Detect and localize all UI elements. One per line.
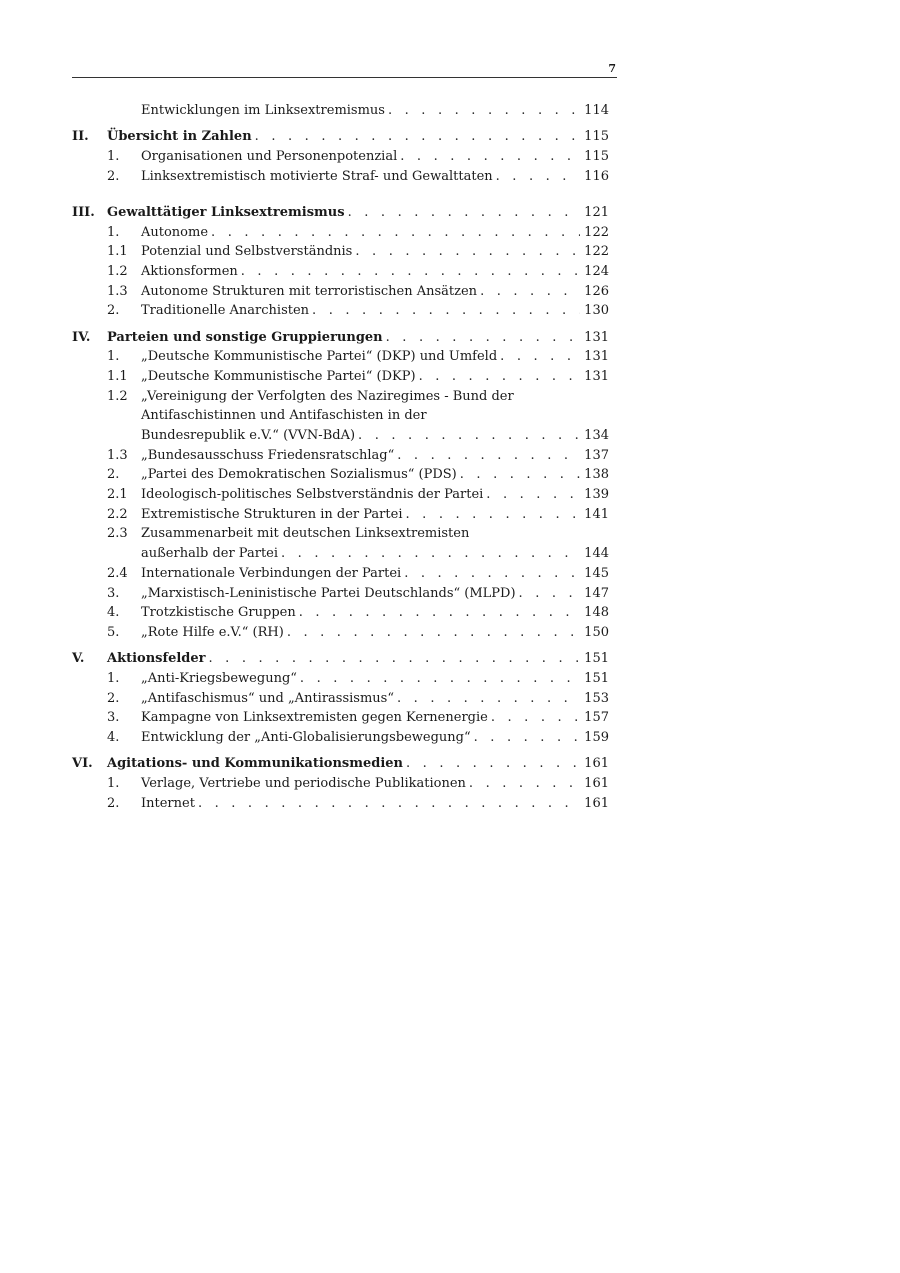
toc-entry-page: 131 [584,329,609,345]
toc-entry[interactable] [72,406,609,426]
toc-entry-page: 161 [584,756,609,772]
toc-entry-page: 134 [584,428,609,443]
toc-entry-page: 144 [584,546,609,562]
toc-entry-number: 1.1 [107,368,128,384]
toc-entry[interactable] [72,485,609,505]
toc-entry-number: 1.3 [107,283,128,299]
toc-entry-number: 1. [107,349,120,365]
toc-entry[interactable] [72,774,609,794]
toc-entry-page: 122 [584,224,609,240]
toc-entry-number: 2. [107,467,120,483]
toc-entry-title: „Bundesausschuss Friedensratschlag“ [141,446,397,466]
dot-leader [355,242,580,262]
toc-entry-title: Extremistische Strukturen in der Partei [141,505,405,525]
toc-entry-title: Traditionelle Anarchisten [141,301,312,321]
toc-entry-page: 141 [584,506,609,522]
toc-entry[interactable] [72,367,609,387]
dot-leader [209,649,581,669]
toc-entry[interactable] [72,301,609,321]
toc-entry-page: 126 [584,283,609,299]
toc-entry-number: 2.2 [107,506,128,522]
toc-entry-page: 115 [584,148,609,164]
dot-leader [400,147,580,167]
toc-entry[interactable] [72,465,609,485]
dot-leader [406,754,580,774]
toc-entry-page: 159 [584,729,609,745]
dot-leader [300,669,580,689]
toc-entry[interactable] [72,101,609,121]
dot-leader [405,505,580,525]
toc-entry-title: Aktionsfelder [107,649,209,669]
toc-entry-number: 3. [107,585,120,601]
toc-entry-title: Bundesrepublik e.V.“ (VVN-BdA) [141,426,358,446]
toc-entry-number: 2.4 [107,565,128,581]
toc-entry-page: 145 [584,565,609,581]
dot-leader [241,262,580,282]
toc-entry-page: 138 [584,467,609,483]
toc-entry-title: „Antifaschismus“ und „Antirassismus“ [141,689,397,709]
toc-entry-number: IV. [72,329,91,345]
toc-entry-title: „Partei des Demokratischen Sozialismus“ (PDS) [141,465,460,485]
toc-entry-page: 161 [584,795,609,811]
toc-section-entry[interactable] [72,328,609,348]
toc-entry-number: 1.1 [107,244,128,260]
toc-entry-title: außerhalb der Partei [141,544,281,564]
toc-section-entry[interactable] [72,649,609,669]
toc-entry-page: 122 [584,244,609,260]
dot-leader [480,282,580,302]
toc-entry-title: Entwicklungen im Linksextremismus [141,101,388,121]
dot-leader [491,708,580,728]
dot-leader [299,603,580,623]
toc-entry-page: 124 [584,263,609,279]
toc-entry-number: II. [72,129,89,145]
dot-leader [397,689,580,709]
toc-entry-number: 3. [107,710,120,726]
toc-entry[interactable] [72,262,609,282]
toc-entry-page: 131 [584,368,609,384]
toc-entry-title: Antifaschistinnen und Antifaschisten in der [141,406,430,426]
toc-entry-number: 1. [107,670,120,686]
toc-entry[interactable] [72,223,609,243]
toc-entry[interactable] [72,728,609,748]
toc-entry-number: 5. [107,624,120,640]
toc-entry-title: „Vereinigung der Verfolgten des Naziregimes - Bund der [141,387,517,407]
toc-entry-title: „Deutsche Kommunistische Partei“ (DKP) [141,367,419,387]
dot-leader [255,127,581,147]
toc-entry-title: „Rote Hilfe e.V.“ (RH) [141,623,287,643]
dot-leader [496,167,581,187]
toc-entry-page: 153 [584,690,609,706]
dot-leader [469,774,580,794]
toc-entry-page: 147 [584,585,609,601]
toc-entry-page: 148 [584,605,609,621]
toc-entry-page: 157 [584,710,609,726]
toc-entry-page: 121 [584,204,609,220]
toc-entry-page: 139 [584,487,609,503]
toc-entry-title: Organisationen und Personenpotenzial [141,147,400,167]
toc-entry[interactable] [72,623,609,643]
dot-leader [519,584,581,604]
toc-entry-title: „Anti-Kriegsbewegung“ [141,669,300,689]
toc-entry-title: Zusammenarbeit mit deutschen Linksextremisten [141,524,472,544]
toc-entry-title: Autonome [141,223,211,243]
toc-entry-page: 151 [584,670,609,686]
dot-leader [419,367,581,387]
toc-entry[interactable] [72,347,609,367]
toc-entry-number: 2. [107,168,120,184]
toc-entry[interactable] [72,147,609,167]
dot-leader [460,465,580,485]
toc-entry-number: 4. [107,729,120,745]
toc-entry[interactable] [72,524,609,544]
dot-leader [386,328,581,348]
toc-entry[interactable] [72,387,609,407]
toc-entry[interactable] [72,544,609,564]
toc-entry[interactable] [72,505,609,525]
toc-entry-number: 1. [107,224,120,240]
toc-entry-title: Autonome Strukturen mit terroristischen Ansätzen [141,282,480,302]
dot-leader [287,623,580,643]
dot-leader [486,485,580,505]
toc-entry-number: 1. [107,775,120,791]
toc-entry[interactable] [72,689,609,709]
toc-entry-number: 1.2 [107,388,128,404]
toc-entry-page: 115 [584,129,609,145]
toc-entry-number: 2. [107,795,120,811]
toc-entry-page: 114 [584,103,609,118]
toc-entry[interactable] [72,669,609,689]
toc-entry[interactable] [72,603,609,623]
toc-entry-title: Entwicklung der „Anti-Globalisierungsbewegung“ [141,728,474,748]
toc-entry[interactable] [72,426,609,446]
dot-leader [397,446,580,466]
toc-entry-page: 130 [584,303,609,319]
toc-entry-title: Ideologisch-politisches Selbstverständnis der Partei [141,485,486,505]
toc-entry-title: Linksextremistisch motivierte Straf- und Gewalttaten [141,167,496,187]
toc-section-entry[interactable] [72,203,609,223]
toc-entry-title: Übersicht in Zahlen [107,127,255,147]
toc-entry-number: 2. [107,303,120,319]
toc-entry-page: 131 [584,349,609,365]
dot-leader [388,101,580,121]
toc-entry-title: Verlage, Vertriebe und periodische Publikationen [141,774,469,794]
table-of-contents [72,101,609,813]
dot-leader [348,203,581,223]
toc-entry-title: Parteien und sonstige Gruppierungen [107,328,386,348]
toc-entry-title: Kampagne von Linksextremisten gegen Kernenergie [141,708,491,728]
toc-section-entry[interactable] [72,127,609,147]
toc-entry[interactable] [72,167,609,187]
dot-leader [474,728,581,748]
toc-entry-number: III. [72,204,95,220]
toc-entry-title: Agitations- und Kommunikationsmedien [107,754,406,774]
header-rule [72,77,617,78]
page-number: 7 [608,62,616,75]
dot-leader [281,544,580,564]
toc-entry-title: Aktionsformen [141,262,241,282]
toc-entry[interactable] [72,708,609,728]
dot-leader [500,347,580,367]
toc-entry-number: 1.2 [107,263,128,279]
toc-entry-title: Internationale Verbindungen der Partei [141,564,404,584]
toc-entry-title: Gewalttätiger Linksextremismus [107,203,348,223]
toc-entry-number: 1. [107,148,120,164]
toc-entry-title: Trotzkistische Gruppen [141,603,299,623]
toc-entry-page: 137 [584,447,609,463]
toc-entry-page: 161 [584,775,609,791]
toc-entry-title: Internet [141,794,198,814]
dot-leader [211,223,580,243]
toc-section-entry[interactable] [72,754,609,774]
toc-entry[interactable] [72,564,609,584]
toc-entry-page: 151 [584,651,609,667]
dot-leader [404,564,580,584]
toc-entry[interactable] [72,282,609,302]
toc-entry-number: 2.3 [107,526,128,542]
dot-leader [358,426,580,446]
toc-entry-number: 1.3 [107,447,128,463]
dot-leader [312,301,580,321]
toc-entry[interactable] [72,584,609,604]
toc-entry-title: „Deutsche Kommunistische Partei“ (DKP) und Umfeld [141,347,500,367]
dot-leader [198,794,580,814]
toc-entry-number: 4. [107,605,120,621]
toc-entry[interactable] [72,242,609,262]
toc-entry-number: V. [72,651,85,667]
toc-entry-number: VI. [72,756,93,772]
toc-entry-number: 2.1 [107,487,128,503]
toc-entry-page: 116 [584,168,609,184]
toc-entry-number: 2. [107,690,120,706]
toc-entry-page: 150 [584,624,609,640]
toc-entry[interactable] [72,446,609,466]
toc-entry-title: „Marxistisch-Leninistische Partei Deutschlands“ (MLPD) [141,584,519,604]
toc-entry-title: Potenzial und Selbstverständnis [141,242,355,262]
toc-entry[interactable] [72,794,609,814]
